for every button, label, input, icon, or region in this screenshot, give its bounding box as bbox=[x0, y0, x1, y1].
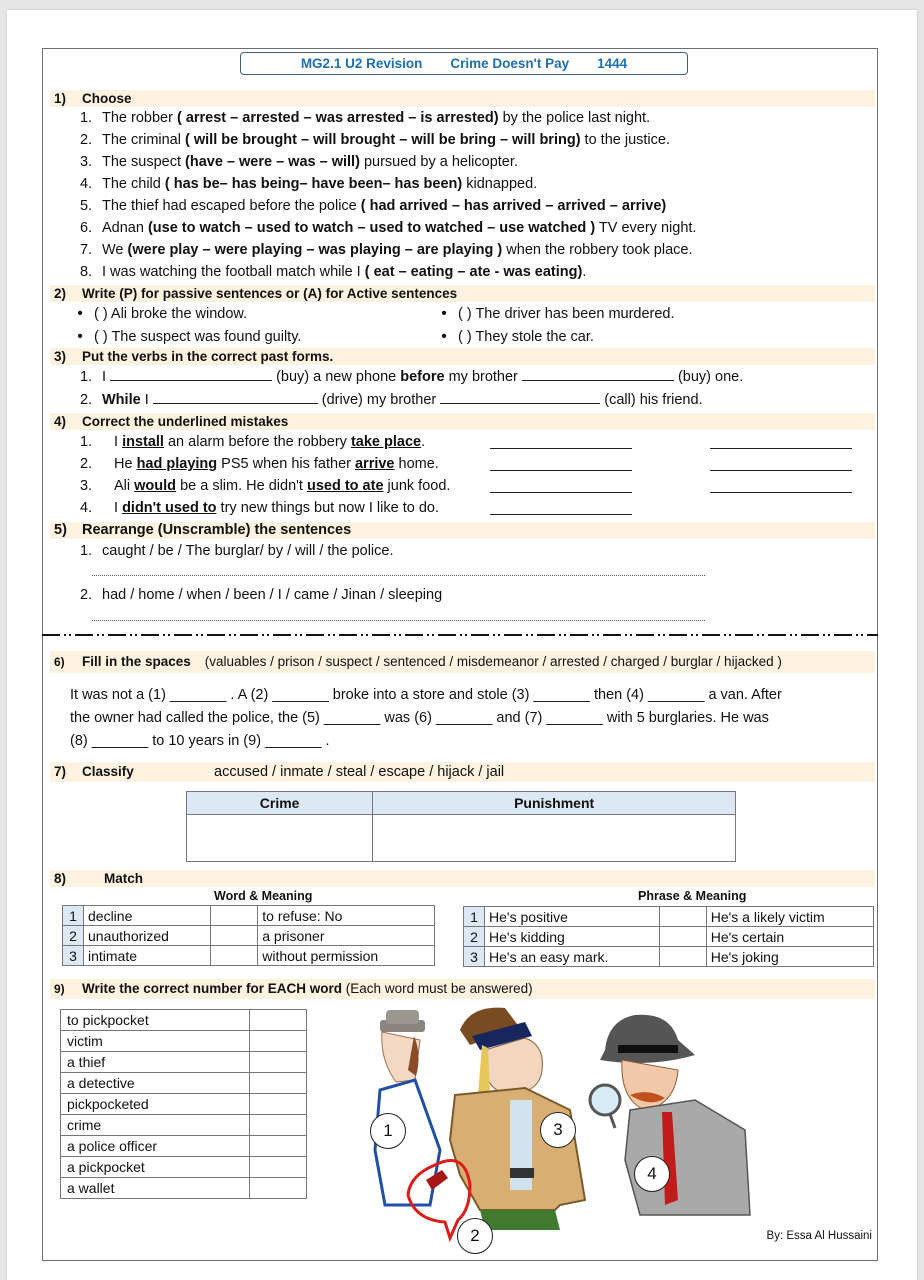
answer-cell[interactable] bbox=[250, 1136, 307, 1157]
table-row: 1 decline to refuse: No bbox=[63, 906, 435, 926]
crime-column-header: Crime bbox=[187, 792, 373, 815]
table-row: a pickpocket bbox=[61, 1157, 307, 1178]
correction-blank[interactable] bbox=[710, 480, 852, 493]
correction-blank[interactable] bbox=[490, 458, 632, 471]
section-2-header: 2) Write (P) for passive sentences or (A) for Active sentences bbox=[50, 285, 875, 302]
choose-item: 3. The suspect (have – were – was – will) pursued by a helicopter. bbox=[80, 154, 518, 170]
table-row: crime bbox=[61, 1115, 307, 1136]
answer-blank[interactable] bbox=[110, 368, 272, 381]
correction-blank[interactable] bbox=[710, 458, 852, 471]
fill-paragraph-line: It was not a (1) _______ . A (2) _______ broke into a store and stole (3) _______ then (4) _______ a van. After bbox=[70, 687, 782, 703]
table-row: 3 intimate without permission bbox=[63, 946, 435, 966]
unscramble-item: 1. caught / be / The burglar/ by / will / the police. bbox=[80, 543, 394, 559]
label-1-circle: 1 bbox=[370, 1113, 406, 1149]
table-row: pickpocketed bbox=[61, 1094, 307, 1115]
label-3-circle: 3 bbox=[540, 1112, 576, 1148]
answer-dotted-line[interactable] bbox=[92, 620, 705, 621]
table-row: 3 He's an easy mark. He's joking bbox=[464, 947, 874, 967]
pa-item: • ( ) Ali broke the window. bbox=[77, 305, 248, 322]
answer-dotted-line[interactable] bbox=[92, 575, 705, 576]
title-year: 1444 bbox=[597, 56, 628, 71]
answer-blank[interactable] bbox=[522, 368, 674, 381]
table-row: a thief bbox=[61, 1052, 307, 1073]
phrase-meaning-table bbox=[463, 906, 874, 967]
answer-cell[interactable] bbox=[250, 1157, 307, 1178]
classify-table bbox=[186, 791, 736, 862]
detective-figure-icon bbox=[590, 1015, 750, 1215]
answer-cell[interactable] bbox=[250, 1178, 307, 1199]
pa-item: • ( ) The suspect was found guilty. bbox=[77, 328, 302, 345]
table-row: a detective bbox=[61, 1073, 307, 1094]
punishment-answer-cell[interactable] bbox=[373, 815, 736, 862]
answer-cell[interactable] bbox=[250, 1031, 307, 1052]
answer-cell[interactable] bbox=[211, 926, 258, 946]
author-byline: By: Essa Al Hussaini bbox=[766, 1230, 872, 1242]
correction-blank[interactable] bbox=[490, 502, 632, 515]
section-8-header: 8) Match bbox=[50, 870, 875, 887]
mistake-item: 4. I didn't used to try new things but now I like to do. bbox=[80, 500, 439, 516]
crime-answer-cell[interactable] bbox=[187, 815, 373, 862]
number-word-table bbox=[60, 1009, 307, 1199]
answer-cell[interactable] bbox=[211, 946, 258, 966]
mistake-item: 2. He had playing PS5 when his father arrive home. bbox=[80, 456, 439, 472]
table-row: 2 He's kidding He's certain bbox=[464, 927, 874, 947]
table-row: 1 He's positive He's a likely victim bbox=[464, 907, 874, 927]
answer-cell[interactable] bbox=[250, 1052, 307, 1073]
choose-item: 4. The child ( has be– has being– have been– has been) kidnapped. bbox=[80, 176, 538, 192]
section-5-header: 5) Rearrange (Unscramble) the sentences bbox=[50, 522, 875, 539]
mistake-item: 3. Ali would be a slim. He didn't used to ate junk food. bbox=[80, 478, 451, 494]
section-6-header: 6) Fill in the spaces (valuables / prison / suspect / sentenced / misdemeanor / arrested / charged / burglar / hijacked ) bbox=[50, 651, 875, 673]
verb-item: 2. While I (drive) my brother (call) his friend. bbox=[80, 392, 703, 408]
choose-item: 7. We (were play – were playing – was playing – are playing ) when the robbery took place. bbox=[80, 242, 693, 258]
label-2-circle: 2 bbox=[457, 1218, 493, 1254]
unscramble-item: 2. had / home / when / been / I / came / Jinan / sleeping bbox=[80, 587, 443, 603]
punishment-column-header: Punishment bbox=[373, 792, 736, 815]
correction-blank[interactable] bbox=[710, 436, 852, 449]
answer-cell[interactable] bbox=[659, 907, 706, 927]
answer-cell[interactable] bbox=[250, 1115, 307, 1136]
table-row: a wallet bbox=[61, 1178, 307, 1199]
word-meaning-caption: Word & Meaning bbox=[214, 889, 313, 903]
word-meaning-table bbox=[62, 905, 435, 966]
pa-item: • ( ) They stole the car. bbox=[441, 328, 594, 345]
choose-item: 6. Adnan (use to watch – used to watch – used to watched – use watched ) TV every night. bbox=[80, 220, 697, 236]
answer-cell[interactable] bbox=[250, 1073, 307, 1094]
table-row: a police officer bbox=[61, 1136, 307, 1157]
choose-item: 2. The criminal ( will be brought – will brought – will be bring – will bring) to the justice. bbox=[80, 132, 670, 148]
answer-cell[interactable] bbox=[659, 927, 706, 947]
section-7-header: 7) Classify accused / inmate / steal / escape / hijack / jail bbox=[50, 762, 875, 782]
choose-item: 1. The robber ( arrest – arrested – was arrested – is arrested) by the police last night. bbox=[80, 110, 651, 126]
section-3-header: 3) Put the verbs in the correct past forms. bbox=[50, 348, 875, 365]
fill-paragraph-line: the owner had called the police, the (5) _______ was (6) _______ and (7) _______ with 5 burglaries. He was bbox=[70, 710, 769, 726]
answer-cell[interactable] bbox=[211, 906, 258, 926]
table-row: victim bbox=[61, 1031, 307, 1052]
section-4-header: 4) Correct the underlined mistakes bbox=[50, 413, 875, 430]
mistake-item: 1. I install an alarm before the robbery take place. bbox=[80, 434, 426, 450]
victim-figure-icon bbox=[375, 1010, 440, 1205]
worksheet-title bbox=[240, 52, 688, 75]
section-9-header: 9) Write the correct number for EACH word (Each word must be answered) bbox=[50, 979, 875, 999]
choose-item: 5. The thief had escaped before the police ( had arrived – has arrived – arrived – arrive) bbox=[80, 198, 667, 214]
answer-blank[interactable] bbox=[440, 391, 600, 404]
cut-line-divider bbox=[42, 634, 878, 636]
answer-cell[interactable] bbox=[250, 1010, 307, 1031]
fill-paragraph-line: (8) _______ to 10 years in (9) _______ . bbox=[70, 733, 330, 749]
section-1-header: 1) Choose bbox=[50, 90, 875, 107]
choose-item: 8. I was watching the football match while I ( eat – eating – ate - was eating). bbox=[80, 264, 587, 280]
answer-cell[interactable] bbox=[250, 1094, 307, 1115]
table-row: 2 unauthorized a prisoner bbox=[63, 926, 435, 946]
correction-blank[interactable] bbox=[490, 436, 632, 449]
correction-blank[interactable] bbox=[490, 480, 632, 493]
title-text: Crime Doesn't Pay bbox=[450, 56, 570, 71]
title-code: MG2.1 U2 Revision bbox=[300, 56, 423, 71]
phrase-meaning-caption: Phrase & Meaning bbox=[638, 889, 747, 903]
pa-item: • ( ) The driver has been murdered. bbox=[441, 305, 675, 322]
label-4-circle: 4 bbox=[634, 1156, 670, 1192]
verb-item: 1. I (buy) a new phone before my brother (buy) one. bbox=[80, 369, 744, 385]
answer-blank[interactable] bbox=[153, 391, 318, 404]
answer-cell[interactable] bbox=[659, 947, 706, 967]
table-row: to pickpocket bbox=[61, 1010, 307, 1031]
